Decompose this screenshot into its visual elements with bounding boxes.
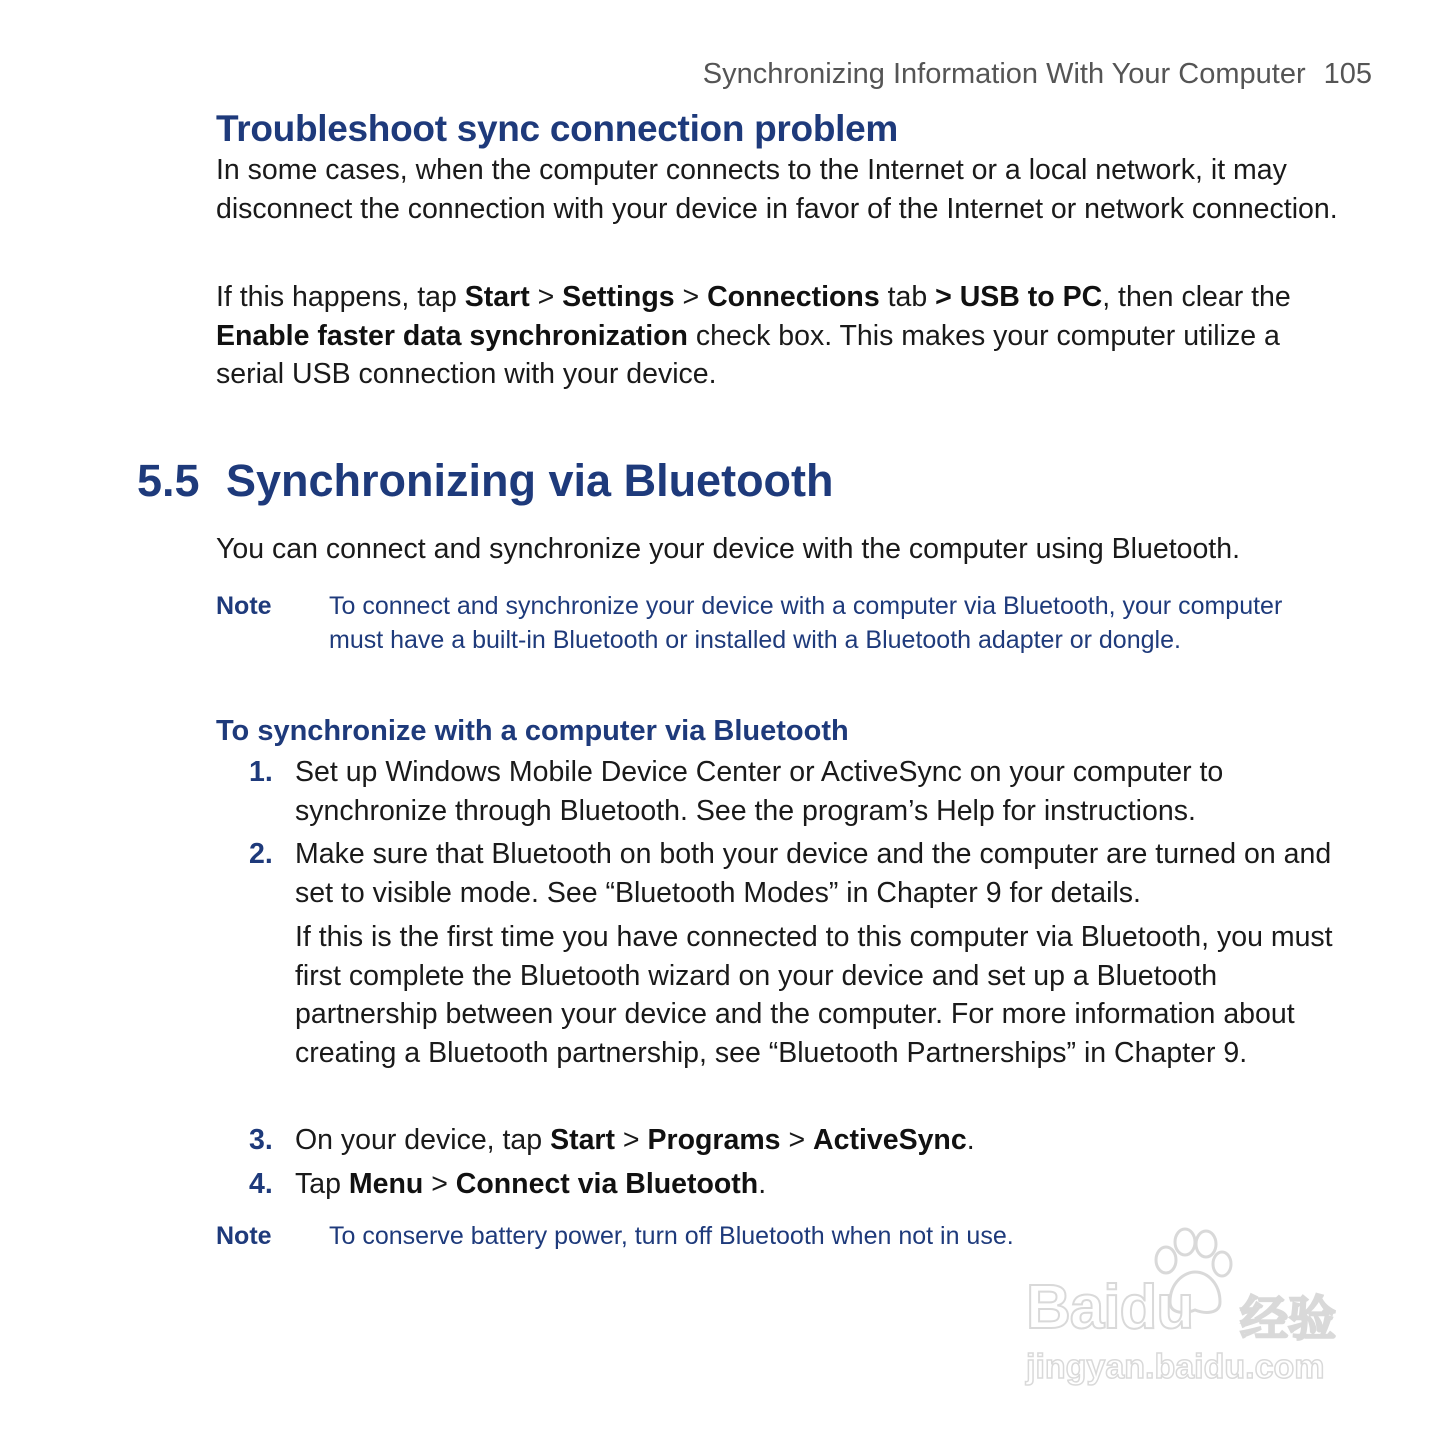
step-text: Set up Windows Mobile Device Center or ActiveSync on your computer to synchronize through Bluetooth. See the program’s Help for instructions. — [295, 756, 1224, 827]
watermark-cn: 经验 — [1240, 1293, 1337, 1346]
text-run: tab — [879, 281, 936, 313]
bold-run: Connections — [707, 281, 880, 313]
note-block — [216, 590, 1340, 657]
note-text: To conserve battery power, turn off Bluetooth when not in use. — [329, 1222, 1014, 1250]
step-4 — [216, 1165, 1340, 1204]
text-run: On your device, tap — [295, 1124, 551, 1156]
step-number: 1. — [249, 756, 273, 788]
text-run: > — [423, 1168, 456, 1200]
procedure-heading: To synchronize with a computer via Bluetooth — [216, 715, 849, 747]
bold-run: Start — [550, 1124, 615, 1156]
watermark-brand: Baidu — [1026, 1273, 1194, 1342]
note-label: Note — [216, 1222, 272, 1250]
troubleshoot-heading: Troubleshoot sync connection problem — [216, 108, 898, 149]
text-run: > — [780, 1124, 814, 1156]
section-intro: You can connect and synchronize your device with the computer using Bluetooth. — [216, 533, 1240, 565]
text-run: , then clear the — [1102, 281, 1291, 313]
section-heading — [137, 455, 834, 507]
text-run: check box. This makes your computer utilize a serial USB connection with your device. — [216, 319, 1280, 390]
watermark-url: jingyan.baidu.com — [1026, 1348, 1325, 1386]
section-title: Synchronizing via Bluetooth — [226, 455, 834, 506]
troubleshoot-paragraph-2 — [216, 278, 1340, 394]
step-1 — [216, 753, 1340, 830]
step-continuation: If this is the first time you have connected to this computer via Bluetooth, you must first complete the Bluetooth wizard on your device and set up a Bluetooth partnership between your device and the computer. For more information about creating a Bluetooth partnership, see “Bluetooth Partnerships” in Chapter 9. — [295, 921, 1333, 1069]
troubleshoot-paragraph-1: In some cases, when the computer connects to the Internet or a local network, it may disconnect the connection with your device in favor of the Internet or network connection. — [216, 154, 1338, 225]
text-run: > — [529, 281, 563, 313]
running-head — [703, 58, 1372, 91]
text-run: If this happens, tap — [216, 281, 465, 313]
bold-run: Start — [464, 281, 530, 313]
bold-run: Programs — [647, 1124, 781, 1156]
section-number: 5.5 — [137, 455, 200, 506]
note-text: To connect and synchronize your device with a computer via Bluetooth, your computer must have a built-in Bluetooth or installed with a Bluetooth adapter or dongle. — [329, 592, 1283, 654]
bold-run: > USB to PC — [935, 281, 1103, 313]
baidu-watermark — [1018, 1222, 1358, 1392]
step-3 — [216, 1121, 1340, 1160]
step-text — [295, 1121, 1340, 1160]
running-head-title: Synchronizing Information With Your Computer — [702, 58, 1306, 90]
text-run: > — [674, 281, 708, 313]
step-number: 3. — [249, 1124, 273, 1156]
bold-run: Menu — [348, 1168, 424, 1200]
text-run: Tap — [295, 1168, 349, 1200]
step-2 — [216, 835, 1340, 1072]
note-label: Note — [216, 592, 272, 620]
bold-run: Connect via Bluetooth — [455, 1168, 759, 1200]
step-text: Make sure that Bluetooth on both your device and the computer are turned on and set to visible mode. See “Bluetooth Modes” in Chapter 9 for details. — [295, 838, 1332, 909]
text-run: . — [758, 1168, 767, 1200]
step-number: 4. — [249, 1168, 273, 1200]
step-number: 2. — [249, 838, 273, 870]
step-text — [295, 1165, 1340, 1204]
page-number: 105 — [1323, 58, 1372, 90]
bold-run: Enable faster data synchronization — [216, 319, 688, 352]
text-run: > — [615, 1124, 648, 1156]
text-run: . — [966, 1124, 975, 1156]
bold-run: ActiveSync — [813, 1124, 967, 1156]
bold-run: Settings — [562, 281, 675, 313]
